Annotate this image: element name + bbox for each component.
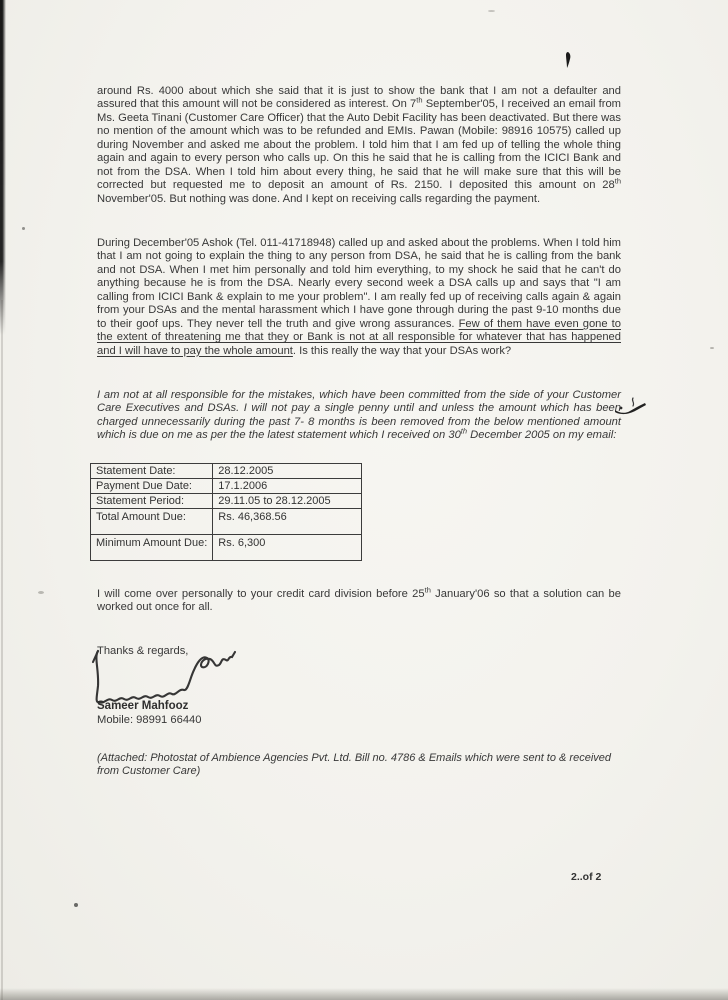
table-row <box>91 509 362 535</box>
table-row-value: Rs. 6,300 <box>213 535 362 561</box>
scan-speck <box>74 903 78 907</box>
scan-edge-left-dark <box>0 0 6 335</box>
table-row <box>91 464 362 479</box>
page-number: 2..of 2 <box>571 871 602 883</box>
scan-speck <box>22 227 25 230</box>
table-row-label: Statement Period: <box>91 494 213 509</box>
table-row <box>91 479 362 494</box>
table-row-label: Minimum Amount Due: <box>91 535 213 561</box>
table-row-label: Payment Due Date: <box>91 479 213 494</box>
signature <box>84 648 236 708</box>
statement-table-body <box>91 464 362 561</box>
sender-mobile: Mobile: 98991 66440 <box>97 714 202 726</box>
paragraph-not-responsible: I am not at all responsible for the mistakes, which have been committed from the side of your Customer Care Executives and DSAs. I will not pay a single penny until and unless the amount which has been charged unnecessarily during the past 7- 8 months is been removed from the below mentioned amount which is due on me as per the the latest statement which I received on 30th December 2005 on my email: <box>97 389 621 442</box>
scan-speck <box>488 10 495 12</box>
table-row-value: Rs. 46,368.56 <box>213 509 362 535</box>
scan-edge-bottom <box>0 988 728 1000</box>
statement-summary-table <box>90 463 362 561</box>
scan-speck <box>38 591 44 594</box>
scan-edge-left-faint <box>1 300 3 1000</box>
paragraph-auto-debit: around Rs. 4000 about which she said that it is just to show the bank that I am not a defaulter and assured that this amount will not be considered as interest. On 7th September'05, I received an email from Ms. Geeta Tinani (Customer Care Officer) that the Auto Debit Facility has been deactivated. But there was no mention of the amount which was to be refunded and EMIs. Pawan (Mobile: 98916 10575) called up during November and asked me about the problem. I told him that I am fed up of telling the whole thing again and again to every person who calls up. On this he said that he is calling from the ICICI Bank and not from the DSA. When I told him about every thing, he said that he will make sure that this will be corrected but requested me to deposit an amount of Rs. 2150. I deposited this amount on 28th November'05. But nothing was done. And I kept on receiving calls regarding the payment. <box>97 85 621 205</box>
attachment-note: (Attached: Photostat of Ambience Agencies Pvt. Ltd. Bill no. 4786 & Emails which were sent to & received from Customer Care) <box>97 752 612 778</box>
table-row-value: 29.11.05 to 28.12.2005 <box>213 494 362 509</box>
paragraph-dsa-calls: During December'05 Ashok (Tel. 011-41718948) called up and asked about the problems. When I told him that I am not going to explain the thing to any person from DSA, he said that he is calling from the bank and not DSA. When I met him personally and told him everything, to my shock he said that he can't do anything because he is from the DSA. Nearly every second week a DSA calls up and says that "I am calling from ICICI Bank & explain to me your problem". I am really fed up of receiving calls again & again from your DSAs and the mental harassment which I have gone through during the past 9-10 months due to their goof ups. They never tell the truth and give wrong assurances. Few of them have even gone to the extent of threatening me that they or Bank is not at all responsible for whatever that has happened and I will have to pay the whole amount. Is this really the way that your DSAs work? <box>97 237 621 357</box>
table-row-value: 17.1.2006 <box>213 479 362 494</box>
ink-mark-top <box>563 50 573 70</box>
scan-speck <box>710 347 714 349</box>
table-row <box>91 535 362 561</box>
table-row-label: Total Amount Due: <box>91 509 213 535</box>
table-row-value: 28.12.2005 <box>213 464 362 479</box>
paragraph-visit-notice: I will come over personally to your credit card division before 25th January'06 so that a solution can be worked out once for all. <box>97 585 621 614</box>
closing-line: Thanks & regards, <box>97 645 189 657</box>
sender-name: Sameer Mahfooz <box>97 700 189 712</box>
table-row <box>91 494 362 509</box>
table-row-label: Statement Date: <box>91 464 213 479</box>
